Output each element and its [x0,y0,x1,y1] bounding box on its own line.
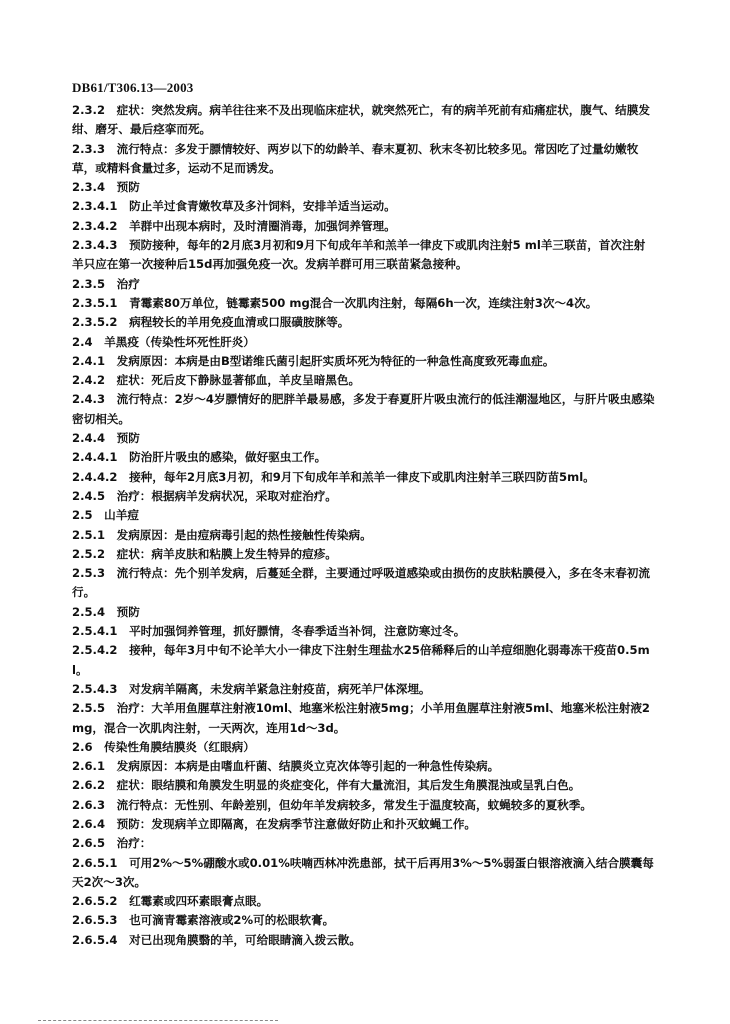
section-heading: 2.6 传染性角膜结膜炎（红眼病） [72,739,255,754]
paragraph: 2.5.4.3 对发病羊隔离，未发病羊紧急注射疫苗，病死羊尸体深埋。 [72,681,431,696]
paragraph: 2.5.3 流行特点：先个别羊发病，后蔓延全群，主要通过呼吸道感染或由损伤的皮肤粘膜侵入，多在冬末春初流行。 [72,566,650,600]
paragraph: 2.5.5 治疗：大羊用鱼腥草注射液10ml、地塞米松注射液5mg；小羊用鱼腥草注射液5ml、地塞米松注射液2mg，混合一次肌肉注射，一天两次，连用1d～3d。 [72,701,650,735]
document-code: DB61/T306.13—2003 [72,80,194,95]
paragraph: 2.5.2 症状：病羊皮肤和粘膜上发生特异的痘疹。 [72,546,337,561]
paragraph: 2.6.1 发病原因：本病是由嗜血杆菌、结膜炎立克次体等引起的一种急性传染病。 [72,759,500,774]
paragraph: 2.6.5.1 可用2%～5%硼酸水或0.01%呋喃西林冲洗患部，拭干后再用3%～5%弱蛋白银溶液滴入结合膜囊每天2次～3次。 [72,855,654,889]
section-heading: 2.6.5 治疗： [72,836,152,851]
paragraph: 2.3.4.3 预防接种，每年的2月底3月初和9月下旬成年羊和羔羊一律皮下或肌肉注射5 ml羊三联苗，首次注射羊只应在第一次接种后15d再加强免疫一次。发病羊群可用三联苗紧急接种。 [72,238,646,272]
document-body [72,101,656,950]
paragraph: 2.6.3 流行特点：无性别、年龄差别，但幼年羊发病较多，常发生于温度较高，蚊蝇较多的夏秋季。 [72,797,592,812]
paragraph: 2.5.1 发病原因：是由痘病毒引起的热性接触性传染病。 [72,527,372,542]
paragraph: 2.3.4.2 羊群中出现本病时，及时清圈消毒，加强饲养管理。 [72,218,396,233]
paragraph: 2.6.4 预防：发现病羊立即隔离，在发病季节注意做好防止和扑灭蚊蝇工作。 [72,816,477,831]
paragraph: 2.4.2 症状：死后皮下静脉显著郁血，羊皮呈暗黑色。 [72,373,361,388]
paragraph: 2.6.5.3 也可滴青霉素溶液或2%可的松眼软膏。 [72,913,335,928]
paragraph: 2.6.5.2 红霉素或四环素眼膏点眼。 [72,894,269,909]
paragraph: 2.4.4.1 防治肝片吸虫的感染，做好驱虫工作。 [72,450,327,465]
footer-divider [38,1020,278,1022]
paragraph: 2.6.2 症状：眼结膜和角膜发生明显的炎症变化，伴有大量流泪，其后发生角膜混浊或呈乳白色。 [72,778,581,793]
paragraph: 2.4.1 发病原因：本病是由B型诺维氏菌引起肝实质坏死为特征的一种急性高度致死毒血症。 [72,353,555,368]
paragraph: 2.3.4.1 防止羊过食青嫩牧草及多汁饲料，安排羊适当运动。 [72,199,396,214]
section-heading: 2.3.4 预防 [72,180,140,195]
paragraph: 2.3.5.1 青霉素80万单位，链霉素500 mg混合一次肌肉注射，每隔6h一次，连续注射3次～4次。 [72,295,598,310]
paragraph: 2.3.2 症状：突然发病。病羊往往来不及出现临床症状，就突然死亡，有的病羊死前有疝痛症状，腹气、结膜发绀、磨牙、最后痉挛而死。 [72,103,650,137]
paragraph: 2.3.5.2 病程较长的羊用免疫血清或口服磺胺脒等。 [72,315,350,330]
paragraph: 2.5.4.2 接种，每年3月中旬不论羊大小一律皮下注射生理盐水25倍稀释后的山羊痘细胞化弱毒冻干疫苗0.5ml。 [72,643,650,677]
section-heading: 2.4 羊黑疫（传染性坏死性肝炎） [72,334,255,349]
paragraph: 2.3.3 流行特点：多发于膘情较好、两岁以下的幼龄羊、春末夏初、秋末冬初比较多见。常因吃了过量幼嫩牧草，或精料食量过多，运动不足而诱发。 [72,141,639,175]
paragraph: 2.5.4.1 平时加强饲养管理，抓好膘情，冬春季适当补饲，注意防寒过冬。 [72,624,466,639]
section-heading: 2.5.4 预防 [72,604,140,619]
paragraph: 2.4.4.2 接种，每年2月底3月初，和9月下旬成年羊和羔羊一律皮下或肌肉注射羊三联四防苗5ml。 [72,469,595,484]
paragraph: 2.4.3 流行特点：2岁～4岁膘情好的肥胖羊最易感，多发于春夏肝片吸虫流行的低洼潮湿地区，与肝片吸虫感染密切相关。 [72,392,655,426]
section-heading: 2.4.4 预防 [72,431,140,446]
section-heading: 2.3.5 治疗 [72,276,140,291]
paragraph: 2.4.5 治疗：根据病羊发病状况，采取对症治疗。 [72,488,337,503]
section-heading: 2.5 山羊痘 [72,508,139,523]
paragraph: 2.6.5.4 对已出现角膜翳的羊，可给眼睛滴入拨云散。 [72,932,361,947]
